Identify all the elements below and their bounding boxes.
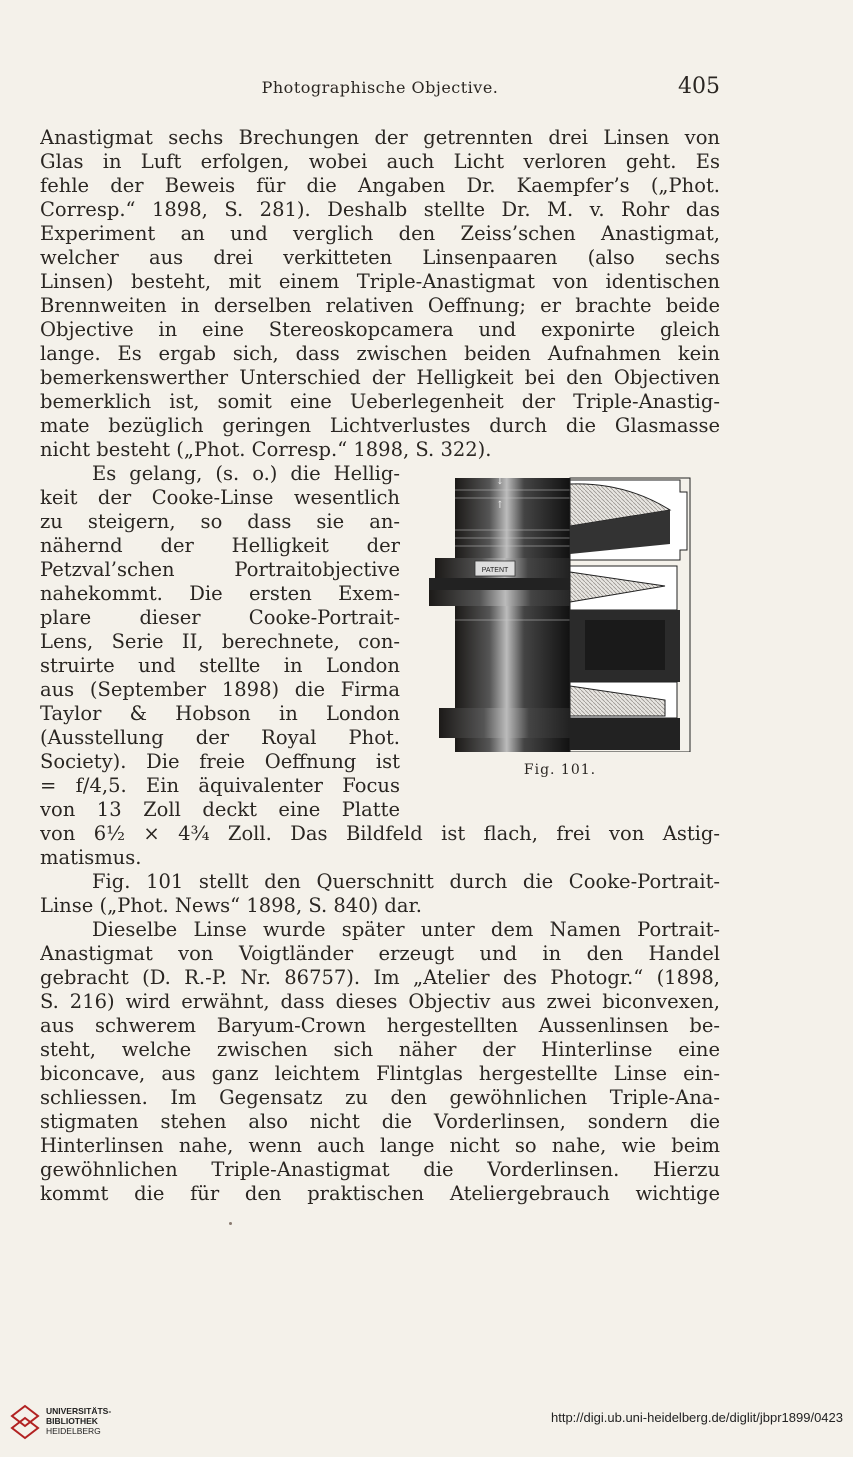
logo-line: BIBLIOTHEK <box>46 1416 98 1426</box>
text-line: kommt die für den praktischen Ateliergebrauch wichtige <box>40 1182 720 1205</box>
text-line: nahekommt. Die ersten Exem- <box>40 582 400 605</box>
text-line: stigmaten stehen also nicht die Vorderlinsen, sondern die <box>40 1110 720 1133</box>
text-line: bemerklich ist, somit eine Ueberlegenheit der Triple-Anastig- <box>40 390 720 413</box>
text-line: Petzval’schen Portraitobjective <box>40 558 400 581</box>
text-line: Linse („Phot. News“ 1898, S. 840) dar. <box>40 894 422 917</box>
text-line: Experiment an und verglich den Zeiss’schen Anastigmat, <box>40 222 720 245</box>
logo-text <box>46 1406 111 1436</box>
figure-caption: Fig. 101. <box>523 762 597 778</box>
text-line: keit der Cooke-Linse wesentlich <box>40 486 400 509</box>
text-line: von 6½ × 4¾ Zoll. Das Bildfeld ist flach, frei von Astig- <box>40 822 720 845</box>
page-header <box>40 74 720 108</box>
text-line: Objective in eine Stereoskopcamera und exponirte gleich <box>40 318 720 341</box>
text-line: plare dieser Cooke-Portrait- <box>40 606 400 629</box>
text-line: Taylor & Hobson in London <box>40 702 400 725</box>
text-line: Es gelang, (s. o.) die Hellig- <box>92 462 400 485</box>
text-line: Corresp.“ 1898, S. 281). Deshalb stellte Dr. M. v. Rohr das <box>40 198 720 221</box>
text-line: Brennweiten in derselben relativen Oeffnung; er brachte beide <box>40 294 720 317</box>
library-logo <box>10 1404 130 1450</box>
page-number: 405 <box>678 74 720 99</box>
library-seal-icon <box>10 1404 40 1444</box>
text-line: bemerkenswerther Unterschied der Helligkeit bei den Objectiven <box>40 366 720 389</box>
lens-illustration <box>425 470 695 752</box>
ink-speck <box>229 1222 232 1225</box>
svg-text:↑: ↑ <box>495 500 505 511</box>
text-line: gebracht (D. R.-P. Nr. 86757). Im „Atelier des Photogr.“ (1898, <box>40 966 720 989</box>
text-line: Hinterlinsen nahe, wenn auch lange nicht so nahe, wie beim <box>40 1134 720 1157</box>
patent-label: PATENT <box>481 567 509 574</box>
source-url-link[interactable]: http://digi.ub.uni-heidelberg.de/diglit/jbpr1899/0423 <box>551 1410 843 1425</box>
text-line: Linsen) besteht, mit einem Triple-Anastigmat von identischen <box>40 270 720 293</box>
text-line: Anastigmat sechs Brechungen der getrennten drei Linsen von <box>40 126 720 149</box>
text-line: zu steigern, so dass sie an- <box>40 510 400 533</box>
logo-line: UNIVERSITÄTS- <box>46 1406 112 1416</box>
text-line: welcher aus drei verkitteten Linsenpaaren (also sechs <box>40 246 720 269</box>
text-line: von 13 Zoll deckt eine Platte <box>40 798 400 821</box>
text-line: fehle der Beweis für die Angaben Dr. Kaempfer’s („Phot. <box>40 174 720 197</box>
text-line: Dieselbe Linse wurde später unter dem Namen Portrait- <box>92 918 720 941</box>
text-line: matismus. <box>40 846 142 869</box>
text-line: S. 216) wird erwähnt, dass dieses Objectiv aus zwei biconvexen, <box>40 990 720 1013</box>
text-line: Society). Die freie Oeffnung ist <box>40 750 400 773</box>
text-line: Fig. 101 stellt den Querschnitt durch die Cooke-Portrait- <box>92 870 720 893</box>
text-line: gewöhnlichen Triple-Anastigmat die Vorderlinsen. Hierzu <box>40 1158 720 1181</box>
running-title: Photographische Objective. <box>261 78 499 97</box>
text-line: aus (September 1898) die Firma <box>40 678 400 701</box>
text-line: (Ausstellung der Royal Phot. <box>40 726 400 749</box>
text-line: Glas in Luft erfolgen, wobei auch Licht verloren geht. Es <box>40 150 720 173</box>
text-line: Lens, Serie II, berechnete, con- <box>40 630 400 653</box>
text-line: struirte und stellte in London <box>40 654 400 677</box>
text-line: schliessen. Im Gegensatz zu den gewöhnlichen Triple-Ana- <box>40 1086 720 1109</box>
text-line: Anastigmat von Voigtländer erzeugt und in den Handel <box>40 942 720 965</box>
svg-text:↓: ↓ <box>495 476 505 487</box>
lens-cross-section-figure <box>425 470 695 752</box>
logo-line: HEIDELBERG <box>46 1426 101 1436</box>
text-line: = f/4,5. Ein äquivalenter Focus <box>40 774 400 797</box>
text-line: nicht besteht („Phot. Corresp.“ 1898, S. 322). <box>40 438 492 461</box>
text-line: biconcave, aus ganz leichtem Flintglas hergestellte Linse ein- <box>40 1062 720 1085</box>
text-line: nähernd der Helligkeit der <box>40 534 400 557</box>
text-line: mate bezüglich geringen Lichtverlustes durch die Glasmasse <box>40 414 720 437</box>
text-line: aus schwerem Baryum-Crown hergestellten Aussenlinsen be- <box>40 1014 720 1037</box>
text-line: steht, welche zwischen sich näher der Hinterlinse eine <box>40 1038 720 1061</box>
text-line: lange. Es ergab sich, dass zwischen beiden Aufnahmen kein <box>40 342 720 365</box>
